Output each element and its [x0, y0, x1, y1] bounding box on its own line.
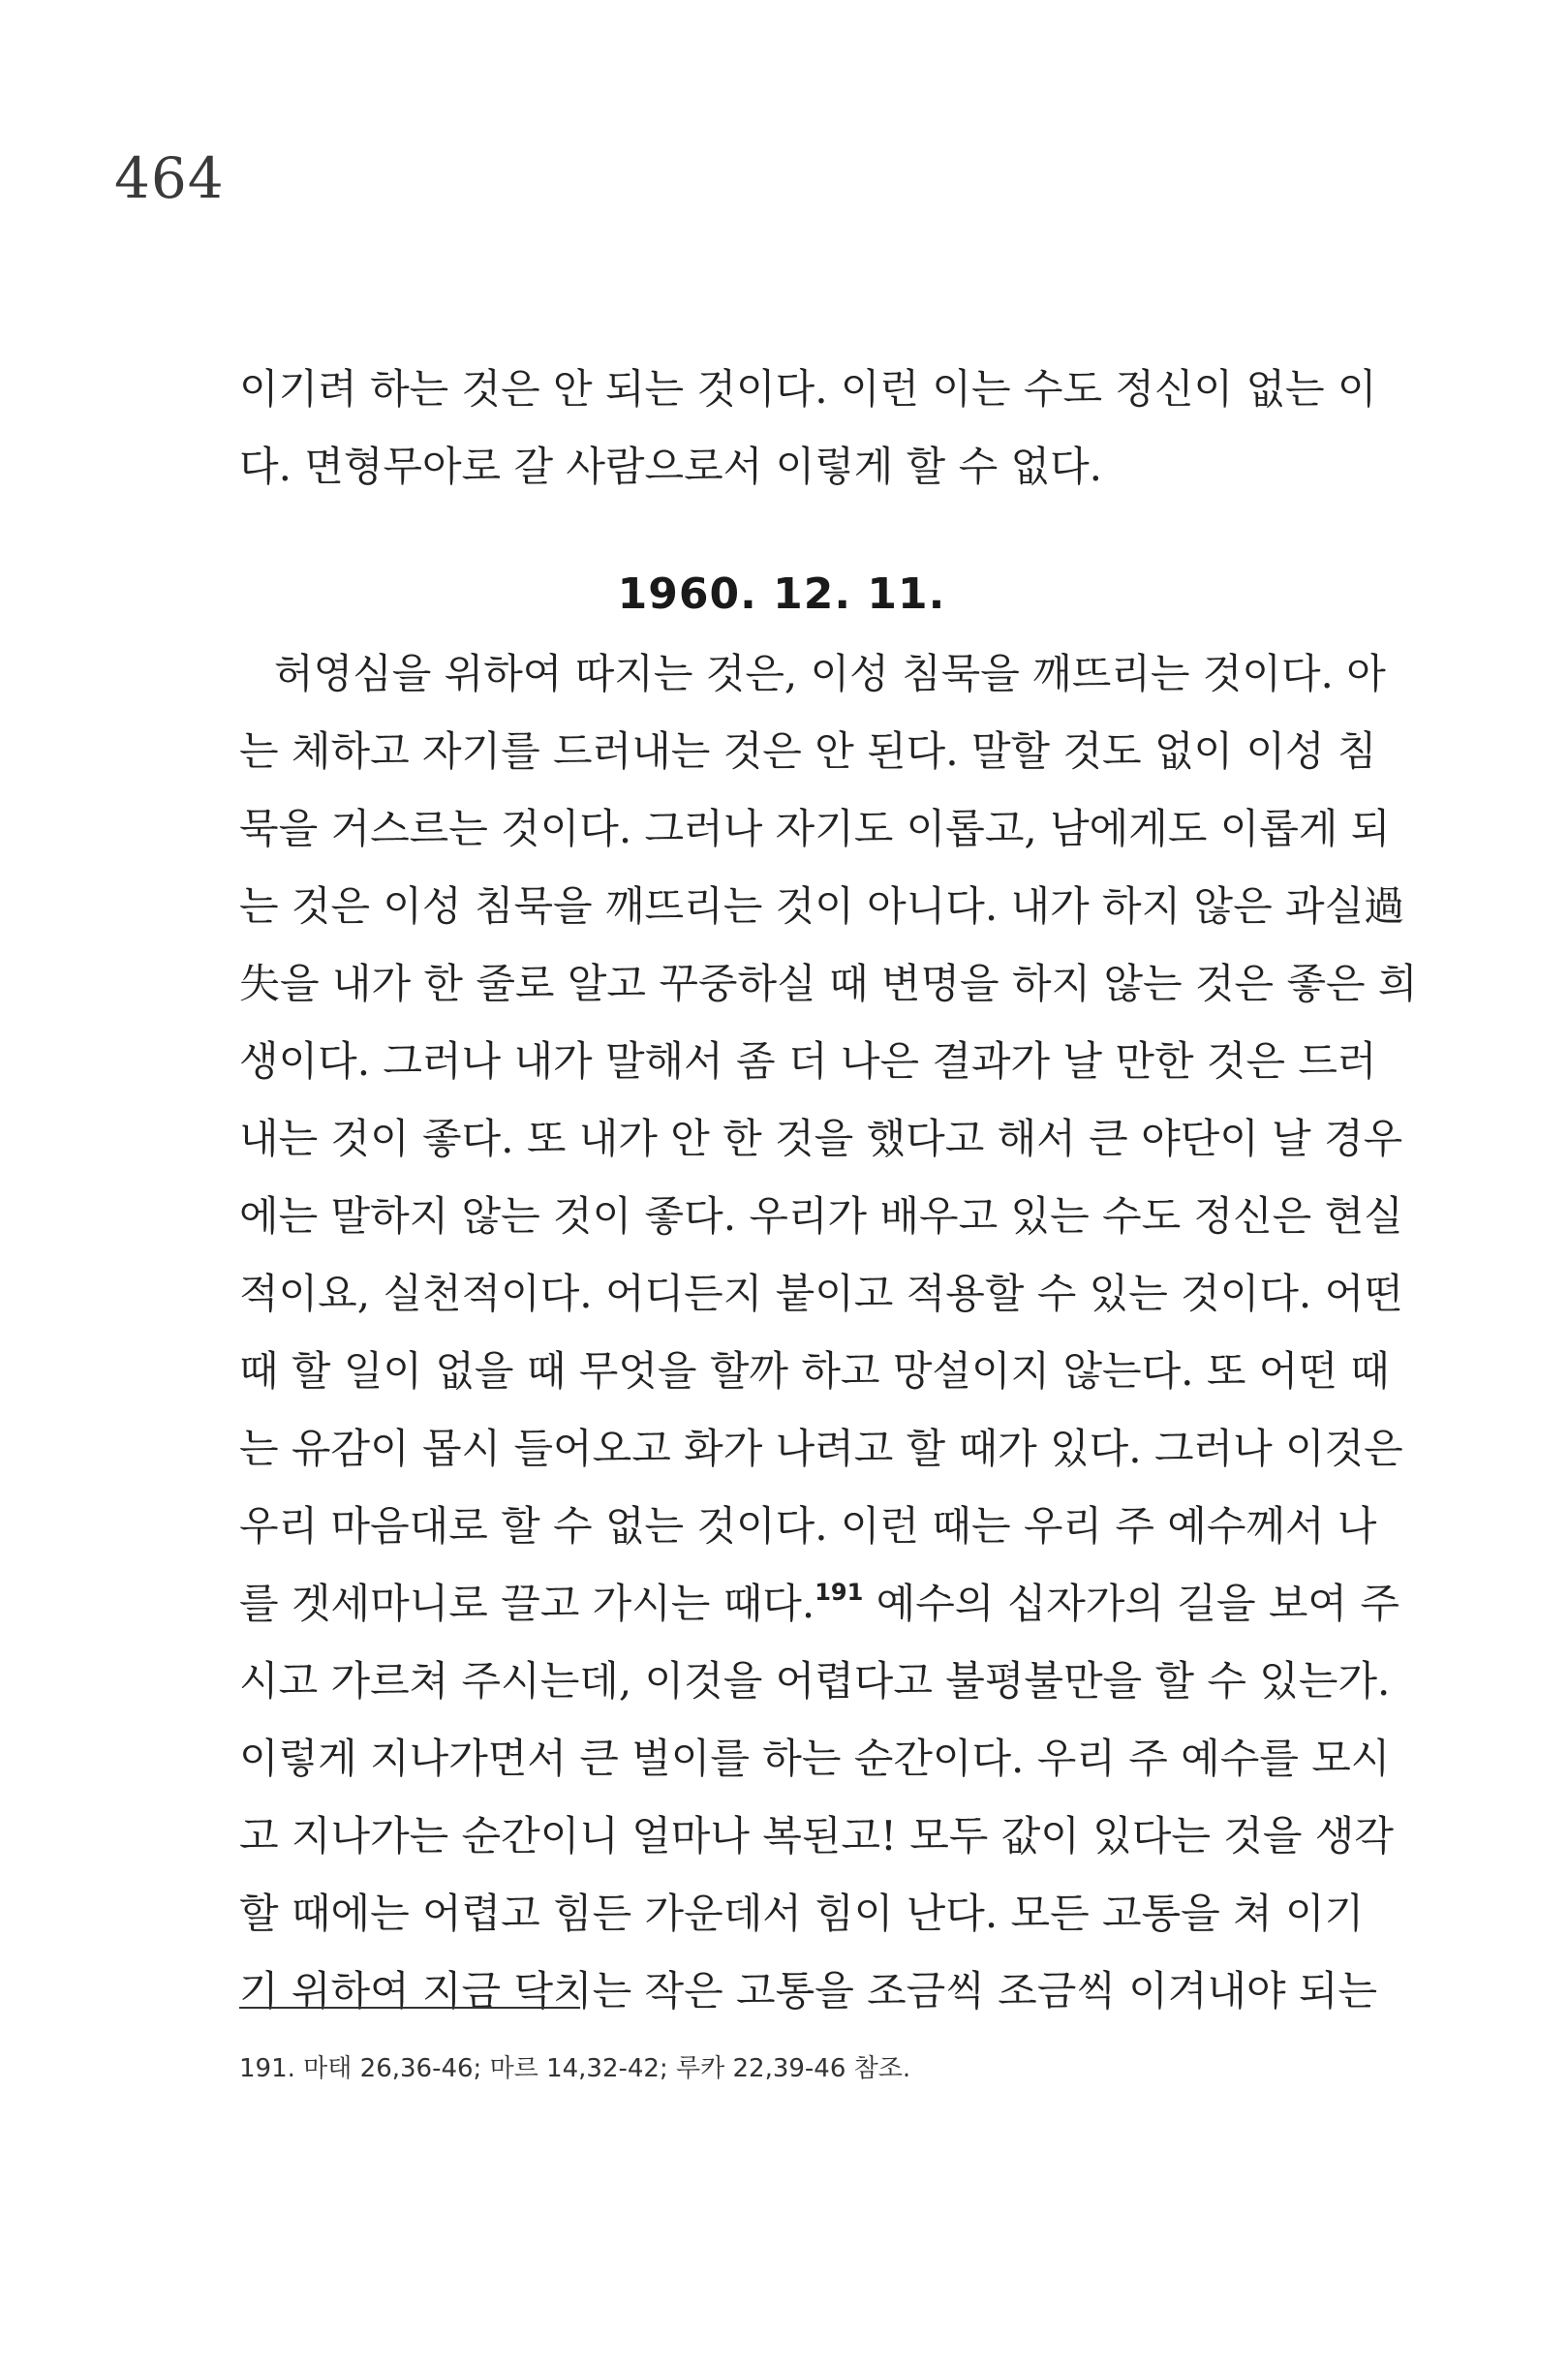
text-line: 내는 것이 좋다. 또 내가 안 한 것을 했다고 해서 큰 야단이 날 경우: [239, 1115, 1403, 1162]
text-line: 失을 내가 한 줄로 알고 꾸중하실 때 변명을 하지 않는 것은 좋은 희: [239, 960, 1418, 1007]
text-line: 는 체하고 자기를 드러내는 것은 안 된다. 말할 것도 없이 이성 침: [239, 727, 1377, 775]
text-line: 우리 마음대로 할 수 없는 것이다. 이런 때는 우리 주 예수께서 나: [239, 1502, 1377, 1550]
text-line: 이기려 하는 것은 안 되는 것이다. 이런 이는 수도 정신이 없는 이: [239, 365, 1377, 413]
text-line: 적이요, 실천적이다. 어디든지 붙이고 적용할 수 있는 것이다. 어떤: [239, 1270, 1403, 1317]
text-line: 생이다. 그러나 내가 말해서 좀 더 나은 결과가 날 만한 것은 드러: [239, 1037, 1377, 1085]
text-segment: 를 겟세마니로 끌고 가시는 때다.: [239, 1580, 815, 1627]
text-line: [239, 1565, 1399, 1643]
text-line: 에는 말하지 않는 것이 좋다. 우리가 배우고 있는 수도 정신은 현실: [239, 1192, 1403, 1240]
intro-paragraph: [239, 351, 1377, 506]
footnote-reference[interactable]: 191: [815, 1579, 864, 1606]
footnote-divider: [239, 2007, 580, 2009]
text-line: 는 것은 이성 침묵을 깨뜨리는 것이 아니다. 내가 하지 않은 과실過: [239, 882, 1405, 930]
text-line: 할 때에는 어렵고 힘든 가운데서 힘이 난다. 모든 고통을 쳐 이기: [239, 1890, 1365, 1937]
text-line: 다. 면형무아로 갈 사람으로서 이렇게 할 수 없다.: [239, 443, 1103, 490]
footnote: 191. 마태 26,36-46; 마르 14,32-42; 루카 22,39-46 참조.: [239, 2054, 911, 2083]
text-line: 는 유감이 몹시 들어오고 화가 나려고 할 때가 있다. 그러나 이것은: [239, 1425, 1403, 1472]
text-line: 기 위하여 지금 닥치는 작은 고통을 조금씩 조금씩 이겨내야 되는: [239, 1967, 1378, 2014]
text-line: 묵을 거스르는 것이다. 그러나 자기도 이롭고, 남에게도 이롭게 되: [239, 805, 1391, 852]
text-line: 고 지나가는 순간이니 얼마나 복된고! 모두 값이 있다는 것을 생각: [239, 1812, 1394, 1860]
text-segment: 예수의 십자가의 길을 보여 주: [863, 1580, 1399, 1627]
page-number: 464: [114, 145, 225, 211]
date-heading: 1960. 12. 11.: [617, 569, 946, 619]
entry-paragraph: [239, 635, 1418, 2030]
text-line: 때 할 일이 없을 때 무엇을 할까 하고 망설이지 않는다. 또 어떤 때: [239, 1347, 1390, 1395]
text-line: 허영심을 위하여 따지는 것은, 이성 침묵을 깨뜨리는 것이다. 아: [274, 650, 1386, 697]
text-line: 시고 가르쳐 주시는데, 이것을 어렵다고 불평불만을 할 수 있는가.: [239, 1657, 1391, 1705]
text-line: 이렇게 지나가면서 큰 벌이를 하는 순간이다. 우리 주 예수를 모시: [239, 1735, 1391, 1782]
